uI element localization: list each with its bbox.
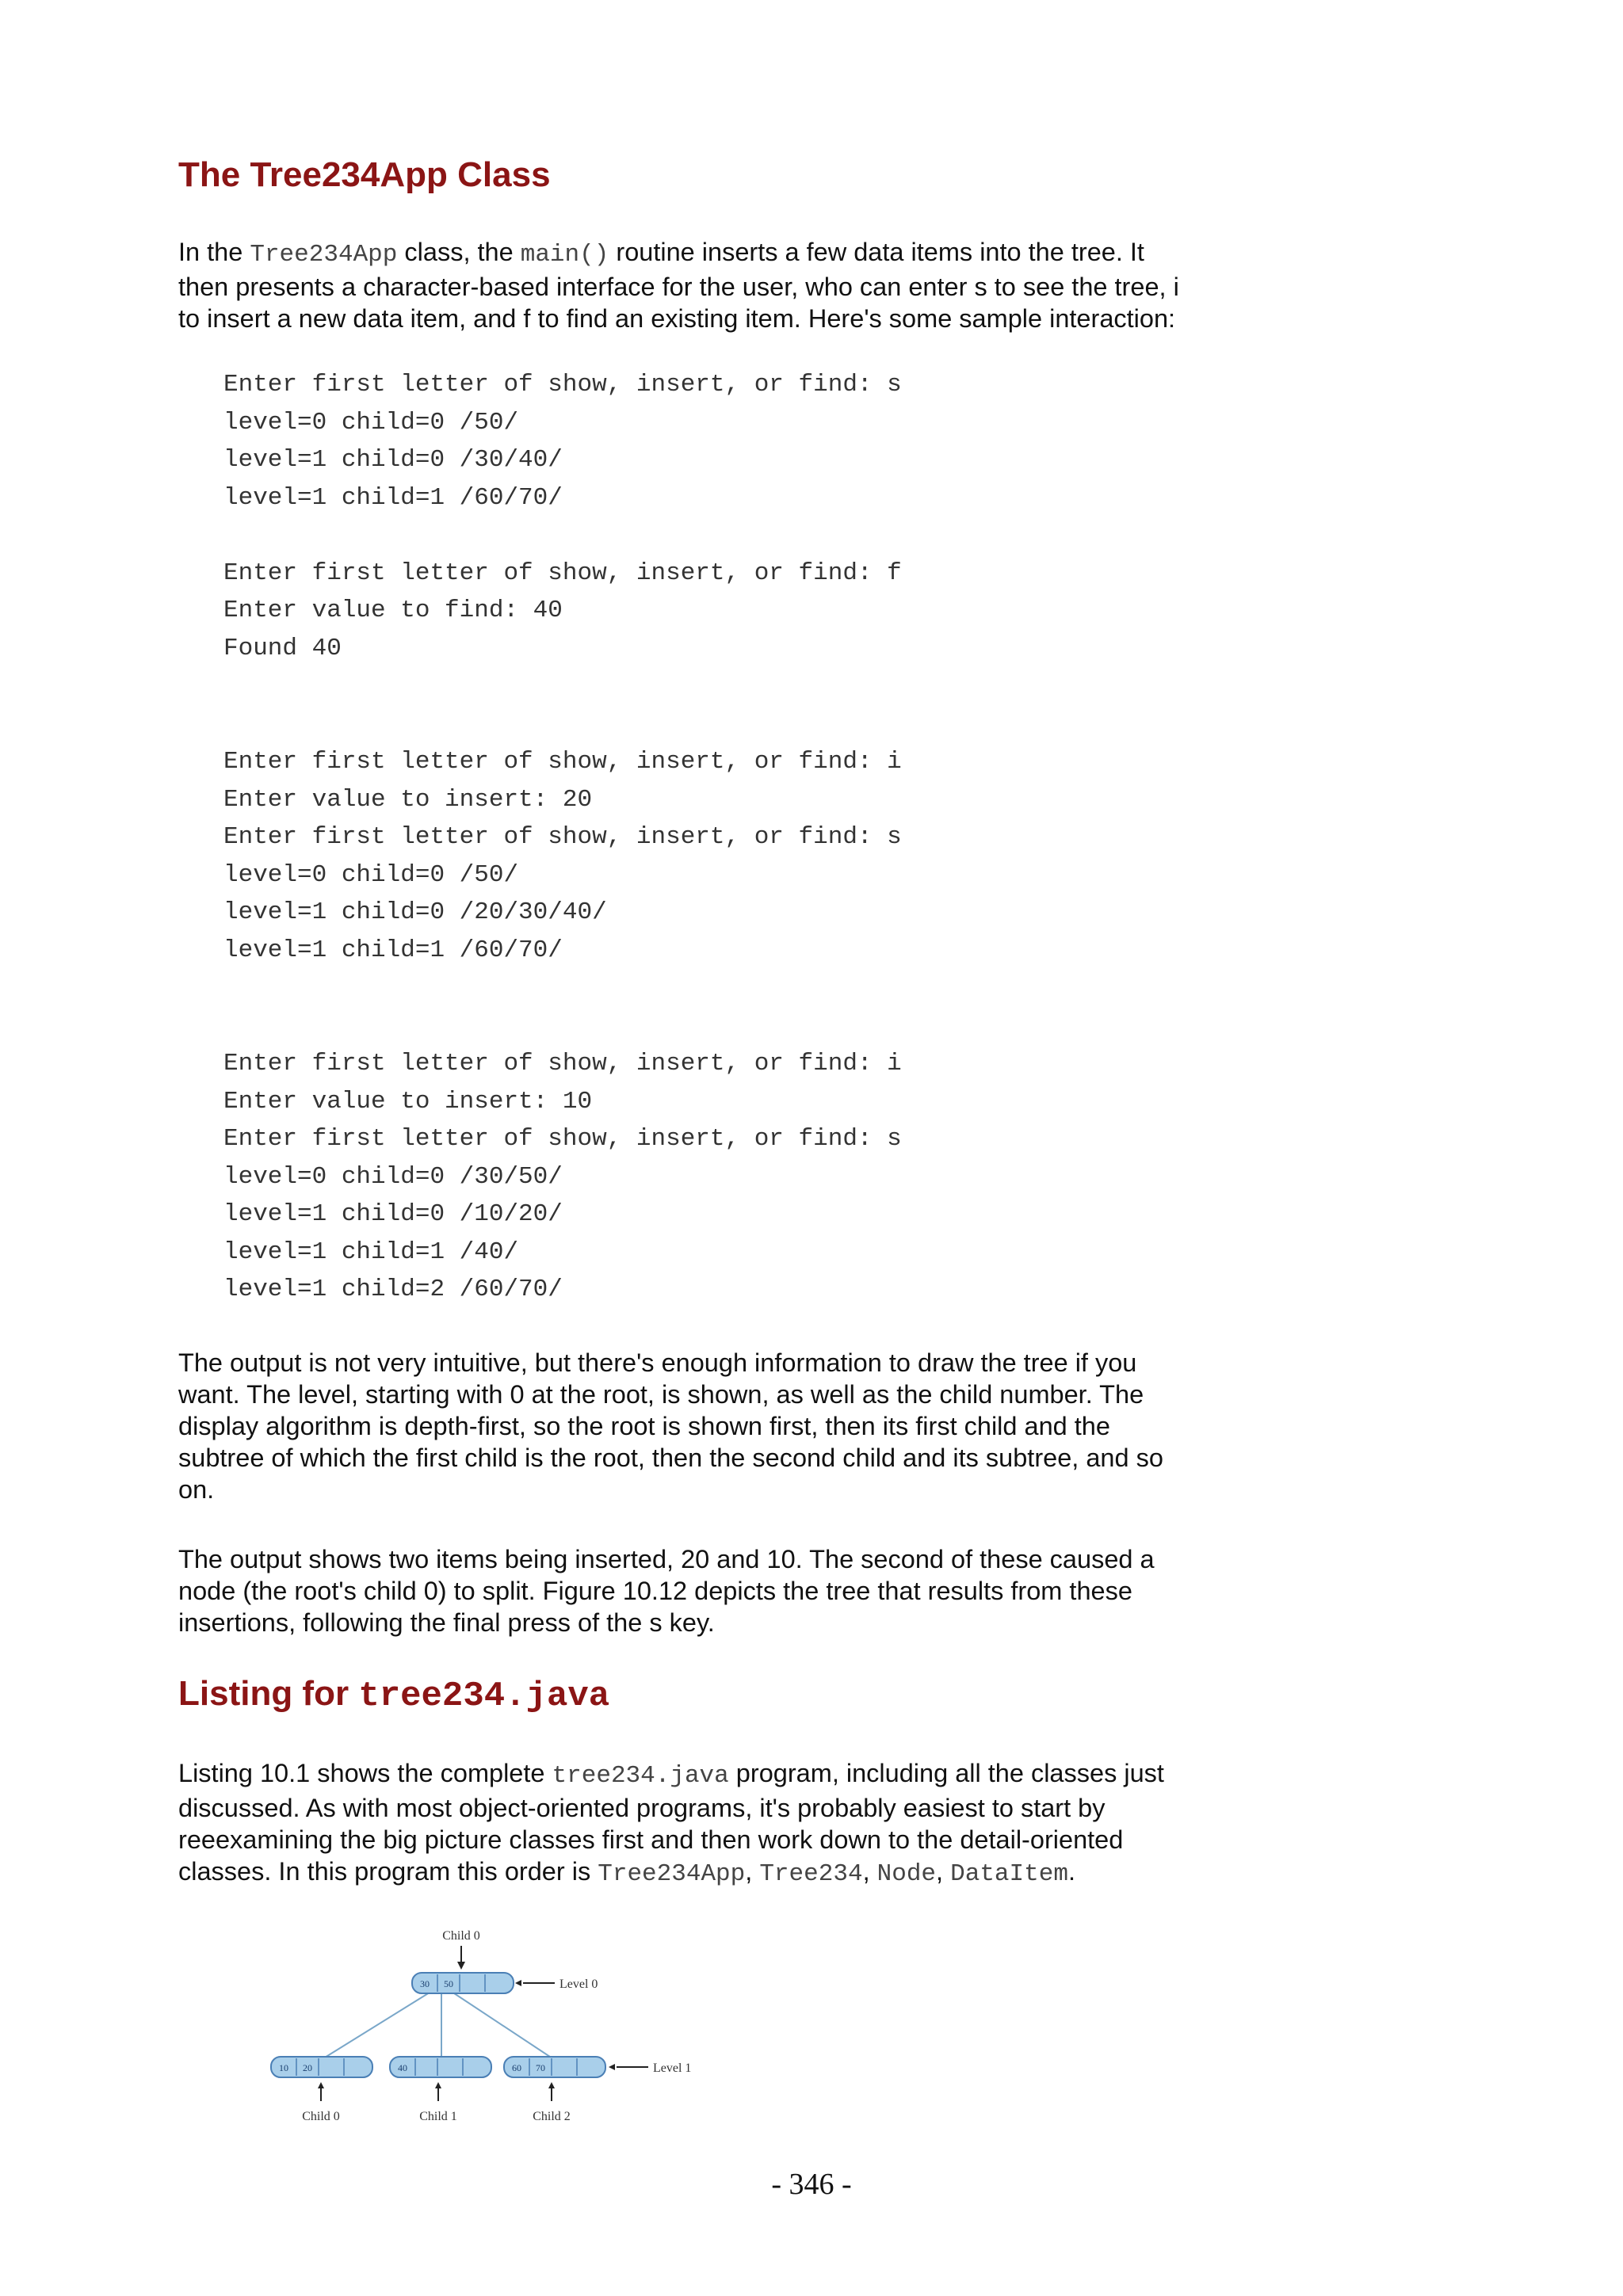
- child1-label: Child 1: [419, 2110, 457, 2123]
- text-line: display algorithm is depth-first, so the root is shown first, then its first child and the: [178, 1412, 1110, 1440]
- child-node-2: [504, 2057, 605, 2077]
- section-heading-tree234app: The Tree234App Class: [178, 155, 551, 194]
- child2-label: Child 2: [533, 2110, 571, 2123]
- level0-arrow-head: [515, 1980, 521, 1986]
- insertion-paragraph: [178, 1543, 1272, 1638]
- text-line: The output is not very intuitive, but there's enough information to draw the tree if you: [178, 1348, 1137, 1377]
- node-key: 60: [512, 2062, 521, 2073]
- level1-arrow-head: [609, 2064, 615, 2070]
- heading-text: Listing for: [178, 1674, 359, 1713]
- text-run: classes. In this program this order is: [178, 1857, 598, 1886]
- section-heading-listing: [178, 1674, 609, 1716]
- text-line: node (the root's child 0) to split. Figure 10.12 depicts the tree that results from these: [178, 1577, 1132, 1605]
- node-key: 20: [303, 2062, 312, 2073]
- text-run: program, including all the classes just: [728, 1759, 1164, 1787]
- node-key: 30: [420, 1978, 430, 1989]
- console-output-block-2: Enter first letter of show, insert, or find: i Enter value to insert: 20 Enter first letter of show, insert, or find: s level=0 child=0 /50/ level=1 child=0 /20/30/40/ level=1 child=1 /60/70/: [223, 748, 902, 964]
- console-output-block-3: Enter first letter of show, insert, or find: i Enter value to insert: 10 Enter first letter of show, insert, or find: s level=0 child=0 /30/50/ level=1 child=0 /10/20/ level=1 child=1 /40/ level=1 child=2 /60/70/: [223, 1050, 902, 1303]
- text-line: want. The level, starting with 0 at the root, is shown, as well as the child number. The: [178, 1380, 1144, 1409]
- tree-figure: [262, 1917, 737, 2155]
- inline-code: Tree234App: [250, 241, 398, 269]
- inline-code: tree234.java: [552, 1762, 729, 1790]
- inline-code: Tree234App: [598, 1860, 746, 1888]
- text-run: ,: [745, 1857, 760, 1886]
- child-node-1: [390, 2057, 491, 2077]
- listing-paragraph: [178, 1757, 1272, 1890]
- text-line: on.: [178, 1475, 215, 1504]
- node-key: 40: [398, 2062, 407, 2073]
- node-key: 50: [444, 1978, 453, 1989]
- inline-code: DataItem: [950, 1860, 1068, 1888]
- root-arrow-head: [457, 1962, 465, 1970]
- level1-label: Level 1: [653, 2061, 692, 2075]
- edge-root-child0: [321, 1989, 436, 2060]
- edge-root-child2: [447, 1989, 555, 2060]
- inline-code: Node: [876, 1860, 937, 1888]
- child0-label: Child 0: [302, 2110, 340, 2123]
- inline-code: Tree234: [759, 1860, 863, 1888]
- text-line: insertions, following the final press of the s key.: [178, 1608, 715, 1637]
- text-line: then presents a character-based interface for the user, who can enter s to see the tree, i: [178, 273, 1179, 301]
- console-output-block-1: Enter first letter of show, insert, or find: s level=0 child=0 /50/ level=1 child=0 /30/40/ level=1 child=1 /60/70/ Enter first letter of show, insert, or find: f Enter value to find: 40 Found 40: [223, 371, 902, 662]
- child-node-0: [271, 2057, 372, 2077]
- text-line: to insert a new data item, and f to find an existing item. Here's some sample interaction:: [178, 304, 1176, 333]
- text-line: reeexamining the big picture classes first and then work down to the detail-oriented: [178, 1825, 1124, 1854]
- text-run: In the: [178, 238, 250, 266]
- text-line: subtree of which the first child is the root, then the second child and its subtree, and so: [178, 1444, 1163, 1472]
- intro-paragraph: [178, 236, 1272, 334]
- root-node: [412, 1973, 514, 1993]
- node-key: 70: [536, 2062, 545, 2073]
- text-line: discussed. As with most object-oriented programs, it's probably easiest to start by: [178, 1794, 1106, 1822]
- heading-code: tree234.java: [358, 1676, 610, 1716]
- page-number: - 346 -: [771, 2168, 852, 2201]
- text-run: class, the: [397, 238, 521, 266]
- text-run: ,: [862, 1857, 877, 1886]
- node-key: 10: [279, 2062, 288, 2073]
- text-run: ,: [936, 1857, 951, 1886]
- level0-label: Level 0: [559, 1978, 598, 1991]
- explanation-paragraph: [178, 1347, 1272, 1505]
- text-line: The output shows two items being inserted, 20 and 10. The second of these caused a: [178, 1545, 1155, 1573]
- root-child-label: Child 0: [442, 1929, 480, 1943]
- text-run: Listing 10.1 shows the complete: [178, 1759, 552, 1787]
- inline-code: main(): [520, 241, 609, 269]
- text-run: routine inserts a few data items into the tree. It: [609, 238, 1144, 266]
- text-run: .: [1067, 1857, 1075, 1886]
